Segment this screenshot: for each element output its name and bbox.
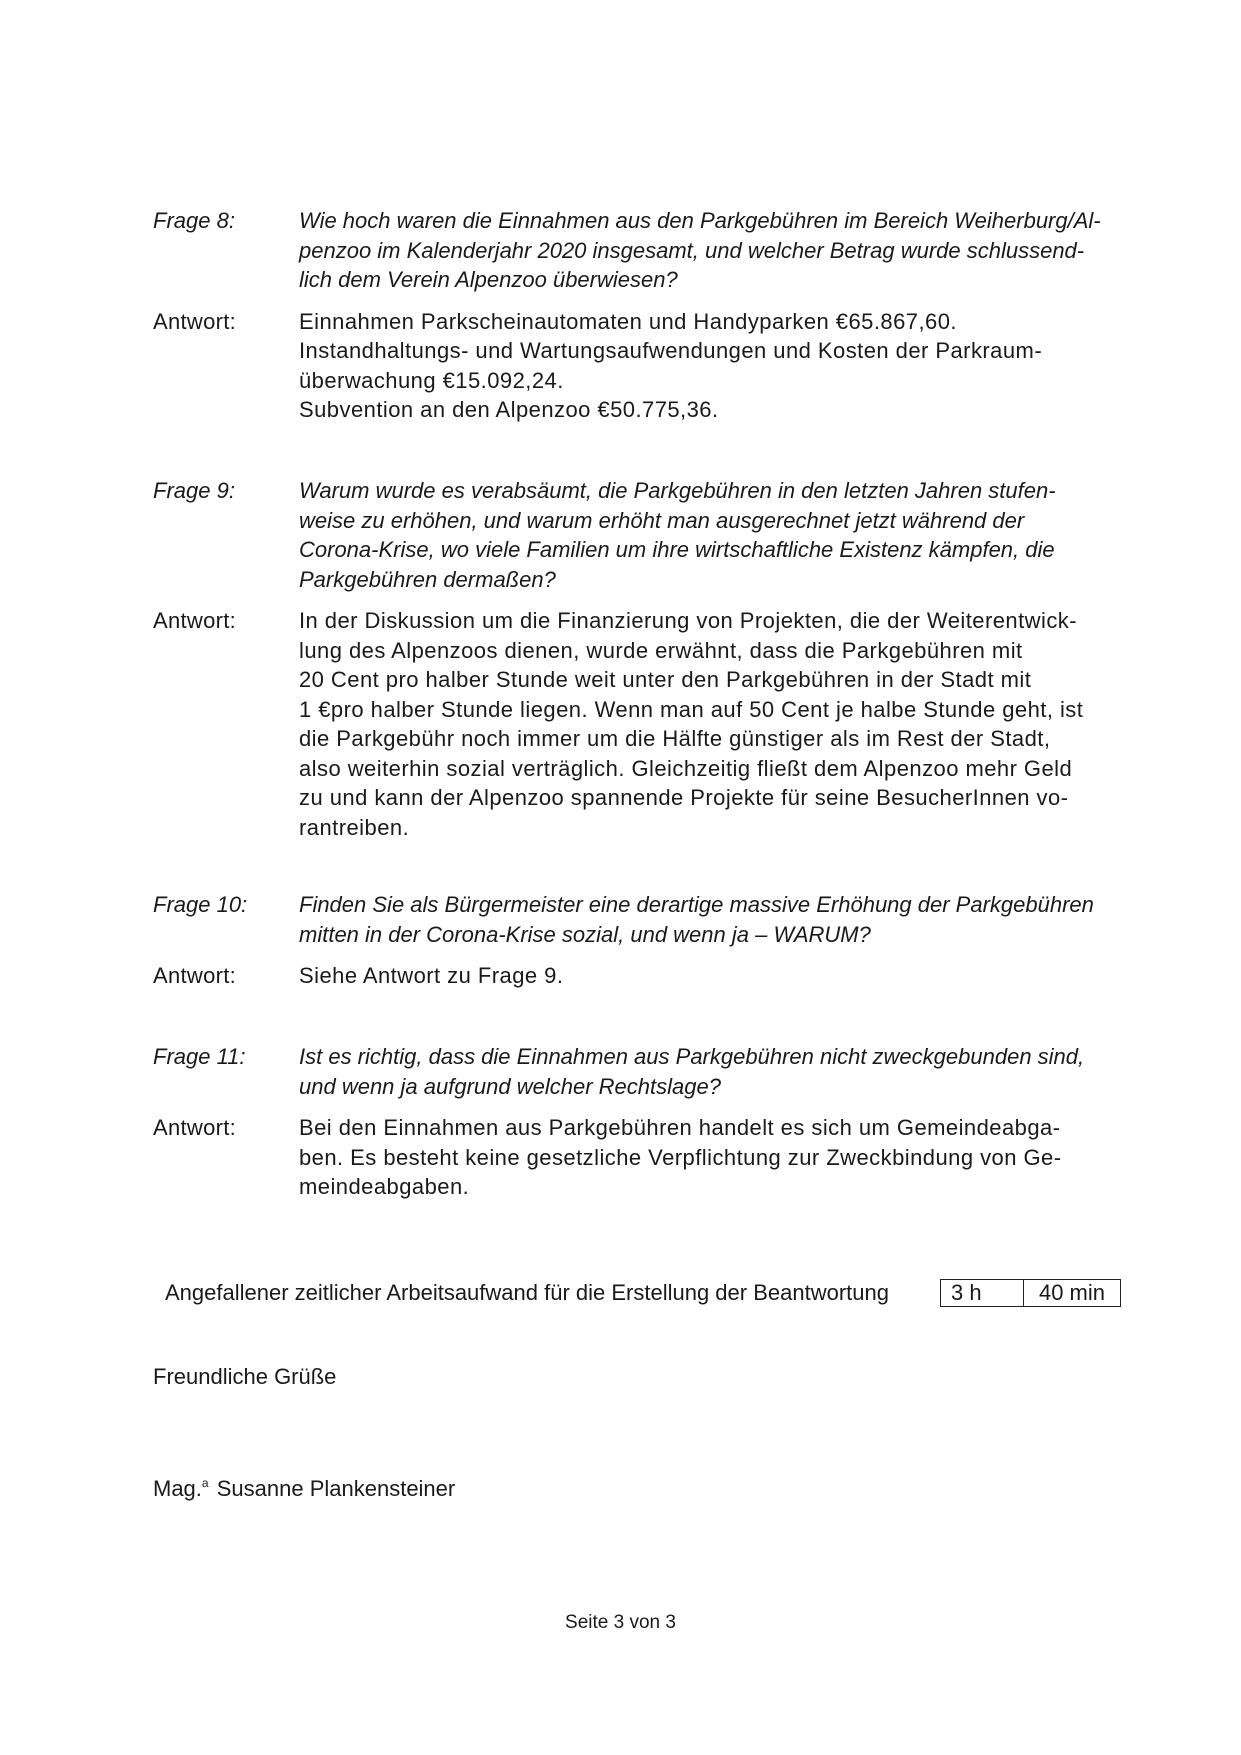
answer-row <box>153 1113 1143 1202</box>
answer-text <box>299 307 1139 425</box>
answer-row <box>153 606 1143 842</box>
question-row <box>153 890 1143 949</box>
qa-block-10 <box>153 890 1143 991</box>
answer-line: lung des Alpenzoos dienen, wurde erwähnt, dass die Parkgebühren mit <box>299 637 1023 663</box>
question-text <box>299 476 1139 594</box>
answer-line: zu und kann der Alpenzoo spannende Projekte für seine BesucherInnen vo- <box>299 785 1069 810</box>
answer-line: 20 Cent pro halber Stunde weit unter den Parkgebühren in der Stadt mit <box>299 667 1032 692</box>
question-label: Frage 10: <box>153 892 248 917</box>
question-row <box>153 206 1143 295</box>
answer-line: rantreiben. <box>299 814 410 840</box>
qa-block-11 <box>153 1042 1143 1202</box>
answer-row <box>153 961 1143 991</box>
question-line: Wie hoch waren die Einnahmen aus den Parkgebühren im Bereich Weiherburg/Al- <box>299 208 1101 233</box>
answer-line: Einnahmen Parkscheinautomaten und Handyparken €65.867,60. <box>299 308 957 334</box>
answer-line: die Parkgebühr noch immer um die Hälfte günstiger als im Rest der Stadt, <box>299 726 1051 751</box>
signature-name: Susanne Plankensteiner <box>216 1476 456 1501</box>
answer-line: ben. Es besteht keine gesetzliche Verpflichtung zur Zweckbindung von Ge- <box>299 1144 1062 1170</box>
answer-line: Subvention an den Alpenzoo €50.775,36. <box>299 397 719 422</box>
answer-line: In der Diskussion um die Finanzierung von Projekten, die der Weiterentwick- <box>299 608 1078 633</box>
answer-row <box>153 307 1143 425</box>
question-line: penzoo im Kalenderjahr 2020 insgesamt, und welcher Betrag wurde schlussend- <box>299 237 1085 263</box>
question-line: weise zu erhöhen, und warum erhöht man ausgerechnet jetzt während der <box>299 507 1025 533</box>
question-line: Corona-Krise, wo viele Familien um ihre wirtschaftliche Existenz kämpfen, die <box>299 537 1055 562</box>
question-line: Warum wurde es verabsäumt, die Parkgebühren in den letzten Jahren stufen- <box>299 478 1056 503</box>
question-text <box>299 206 1139 295</box>
effort-label: Angefallener zeitlicher Arbeitsaufwand für die Erstellung der Beantwortung <box>165 1280 889 1305</box>
question-row <box>153 476 1143 594</box>
answer-line: 1 €pro halber Stunde liegen. Wenn man auf 50 Cent je halbe Stunde geht, ist <box>299 696 1084 722</box>
question-line: Parkgebühren dermaßen? <box>299 566 556 592</box>
effort-hours: 3 h <box>941 1280 1024 1306</box>
question-line: Ist es richtig, dass die Einnahmen aus Parkgebühren nicht zweckgebunden sind, <box>299 1044 1085 1069</box>
question-text <box>299 890 1139 949</box>
answer-line: Instandhaltungs- und Wartungsaufwendungen und Kosten der Parkraum- <box>299 338 1043 363</box>
question-label: Frage 11: <box>153 1044 246 1069</box>
qa-block-8 <box>153 206 1143 425</box>
closing-greeting: Freundliche Grüße <box>153 1364 337 1389</box>
question-line: lich dem Verein Alpenzoo überwiesen? <box>299 267 678 292</box>
answer-line: meindeabgaben. <box>299 1174 470 1199</box>
answer-text <box>299 1113 1139 1202</box>
effort-minutes: 40 min <box>1038 1280 1106 1305</box>
answer-text <box>299 961 1139 991</box>
effort-table <box>940 1279 1121 1307</box>
signature-title-superscript: a <box>201 1476 209 1490</box>
answer-label: Antwort: <box>153 608 237 633</box>
answer-line: Bei den Einnahmen aus Parkgebühren handelt es sich um Gemeindeabga- <box>299 1115 1061 1140</box>
answer-text <box>299 606 1139 842</box>
question-label: Frage 9: <box>153 478 235 503</box>
signature <box>153 1476 455 1502</box>
question-label: Frage 8: <box>153 208 235 233</box>
effort-row <box>165 1278 1125 1308</box>
qa-block-9 <box>153 476 1143 842</box>
answer-label: Antwort: <box>153 308 237 334</box>
question-line: Finden Sie als Bürgermeister eine derartige massive Erhöhung der Parkgebühren <box>299 892 1094 917</box>
question-line: und wenn ja aufgrund welcher Rechtslage? <box>299 1073 721 1099</box>
question-line: mitten in der Corona-Krise sozial, und wenn ja – WARUM? <box>299 921 871 947</box>
answer-label: Antwort: <box>153 963 237 988</box>
question-text <box>299 1042 1139 1101</box>
question-row <box>153 1042 1143 1101</box>
answer-line: Siehe Antwort zu Frage 9. <box>299 963 564 988</box>
answer-line: überwachung €15.092,24. <box>299 367 564 393</box>
signature-title: Mag. <box>153 1476 202 1501</box>
answer-label: Antwort: <box>153 1115 237 1140</box>
page-number: Seite 3 von 3 <box>565 1612 676 1633</box>
answer-line: also weiterhin sozial verträglich. Gleichzeitig fließt dem Alpenzoo mehr Geld <box>299 755 1073 781</box>
